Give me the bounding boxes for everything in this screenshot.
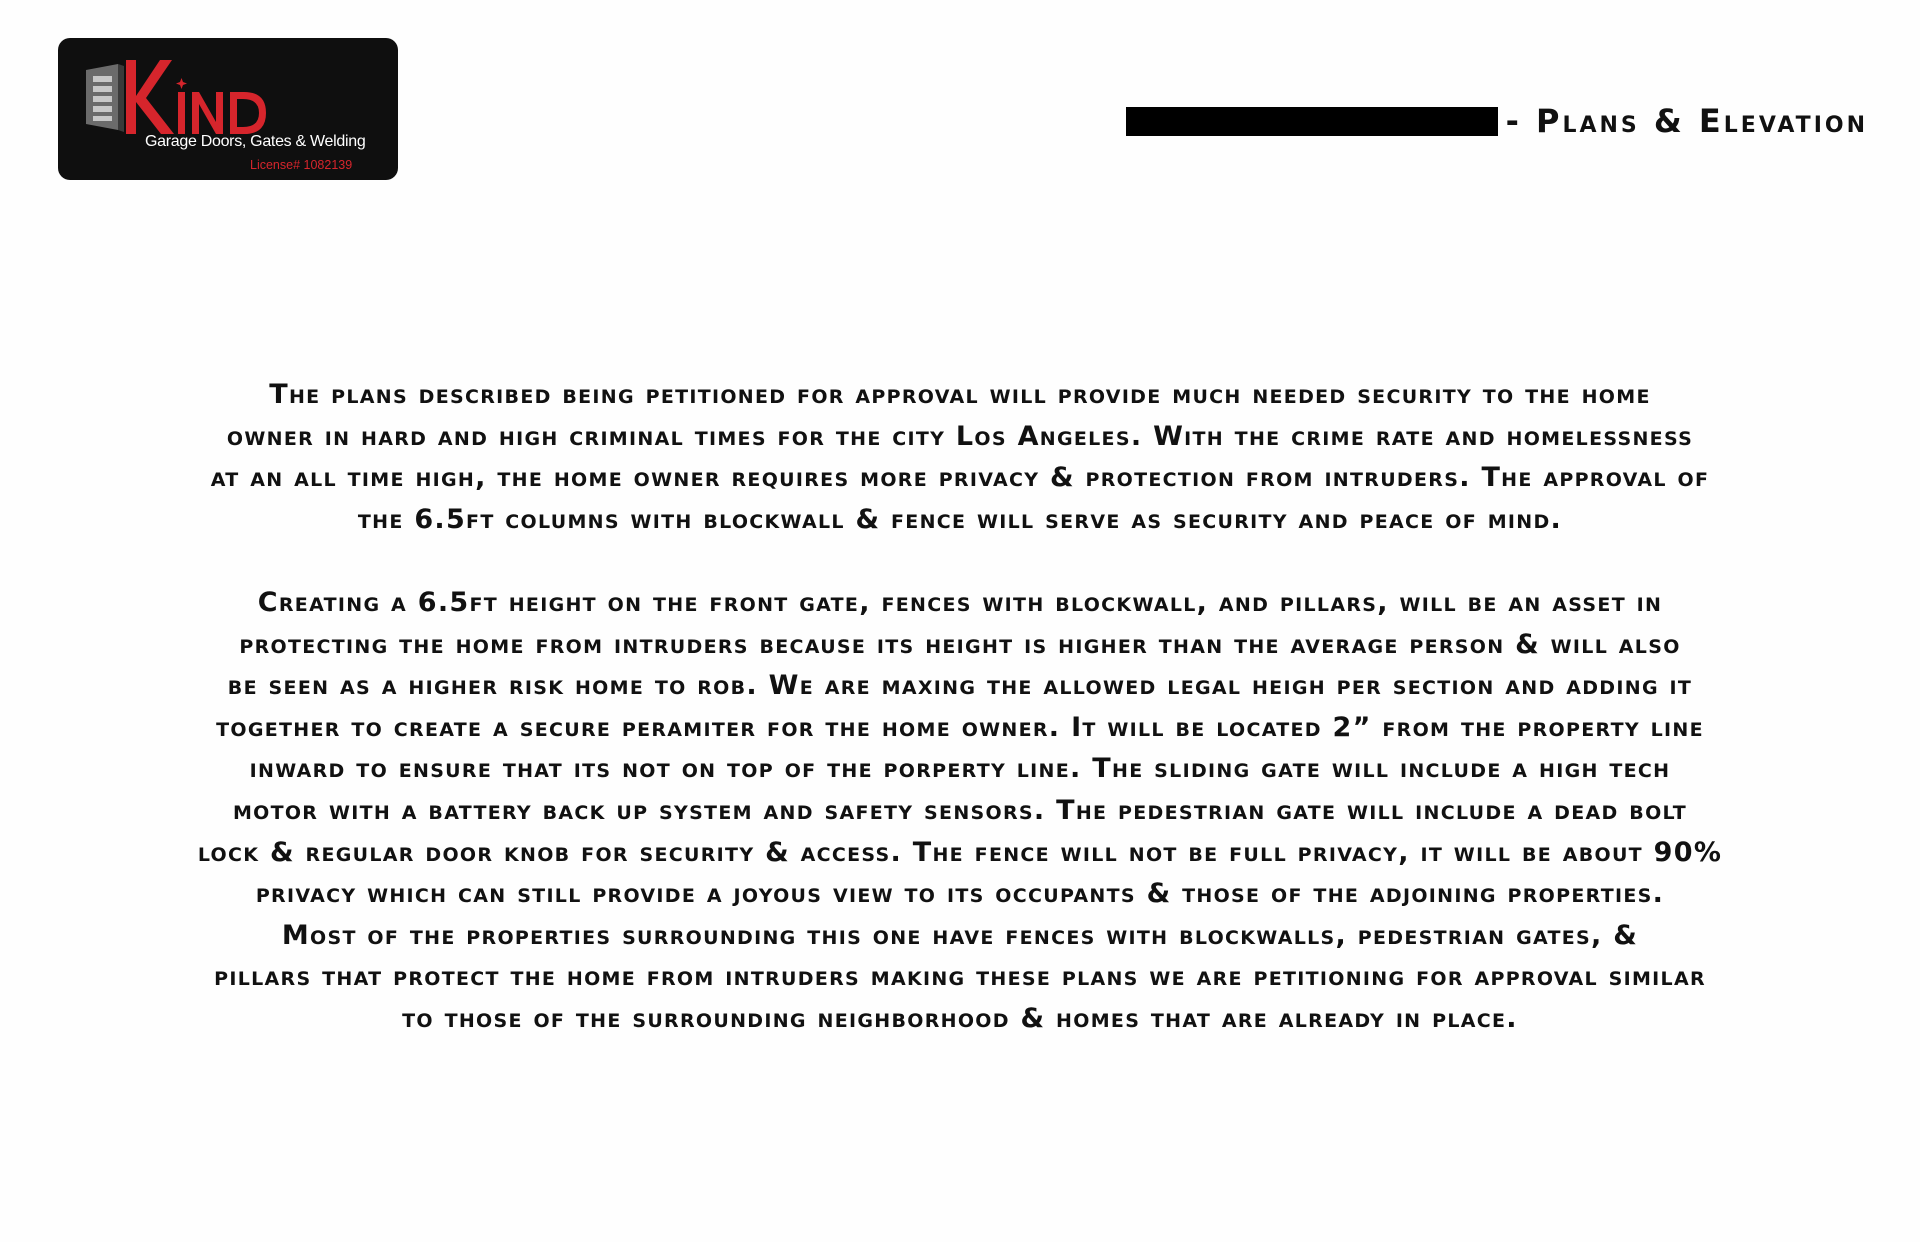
text-line: together to create a secure peramiter for the home owner. It will be located 2” from the property line	[216, 711, 1704, 743]
text-line: Creating a 6.5ft height on the front gate, fences with blockwall, and pillars, will be an asset in	[257, 586, 1663, 618]
text-line: be seen as a higher risk home to rob. We are maxing the allowed legal heigh per section and adding it	[227, 670, 1693, 702]
page-header	[1126, 102, 1868, 140]
text-line: The plans described being petitioned for approval will provide much needed security to the home	[269, 379, 1651, 410]
paragraph	[16, 374, 1904, 540]
logo-tagline: Garage Doors, Gates & Welding	[145, 133, 366, 150]
text-line: lock & regular door knob for security & access. The fence will not be full privacy, it will be about 90%	[197, 836, 1723, 868]
company-logo	[58, 38, 398, 180]
garage-door-icon	[82, 52, 342, 140]
text-line: the 6.5ft columns with blockwall & fence will serve as security and peace of mind.	[357, 503, 1563, 535]
text-line: Most of the properties surrounding this one have fences with blockwalls, pedestrian gates, &	[281, 919, 1639, 951]
text-line: motor with a battery back up system and safety sensors. The pedestrian gate will include a dead bolt	[232, 794, 1688, 826]
text-line: owner in hard and high criminal times for the city Los Angeles. With the crime rate and homelessness	[226, 420, 1694, 452]
document-body	[16, 374, 1904, 1040]
text-line: protecting the home from intruders because its height is higher than the average person & will also	[239, 628, 1681, 660]
text-line: privacy which can still provide a joyous view to its occupants & those of the adjoining properties.	[255, 878, 1665, 910]
logo-license-number: License# 1082139	[250, 158, 353, 172]
text-line: at an all time high, the home owner requires more privacy & protection from intruders. The approval of	[210, 462, 1710, 494]
text-line: to those of the surrounding neighborhood & homes that are already in place.	[402, 1002, 1518, 1034]
paragraph	[16, 582, 1904, 1040]
text-line: pillars that protect the home from intruders making these plans we are petitioning for approval similar	[214, 961, 1706, 993]
redacted-address	[1126, 107, 1498, 136]
text-line: inward to ensure that its not on top of the porperty line. The sliding gate will include a high tech	[249, 753, 1671, 785]
page-title: - Plans & Elevation	[1505, 102, 1868, 140]
